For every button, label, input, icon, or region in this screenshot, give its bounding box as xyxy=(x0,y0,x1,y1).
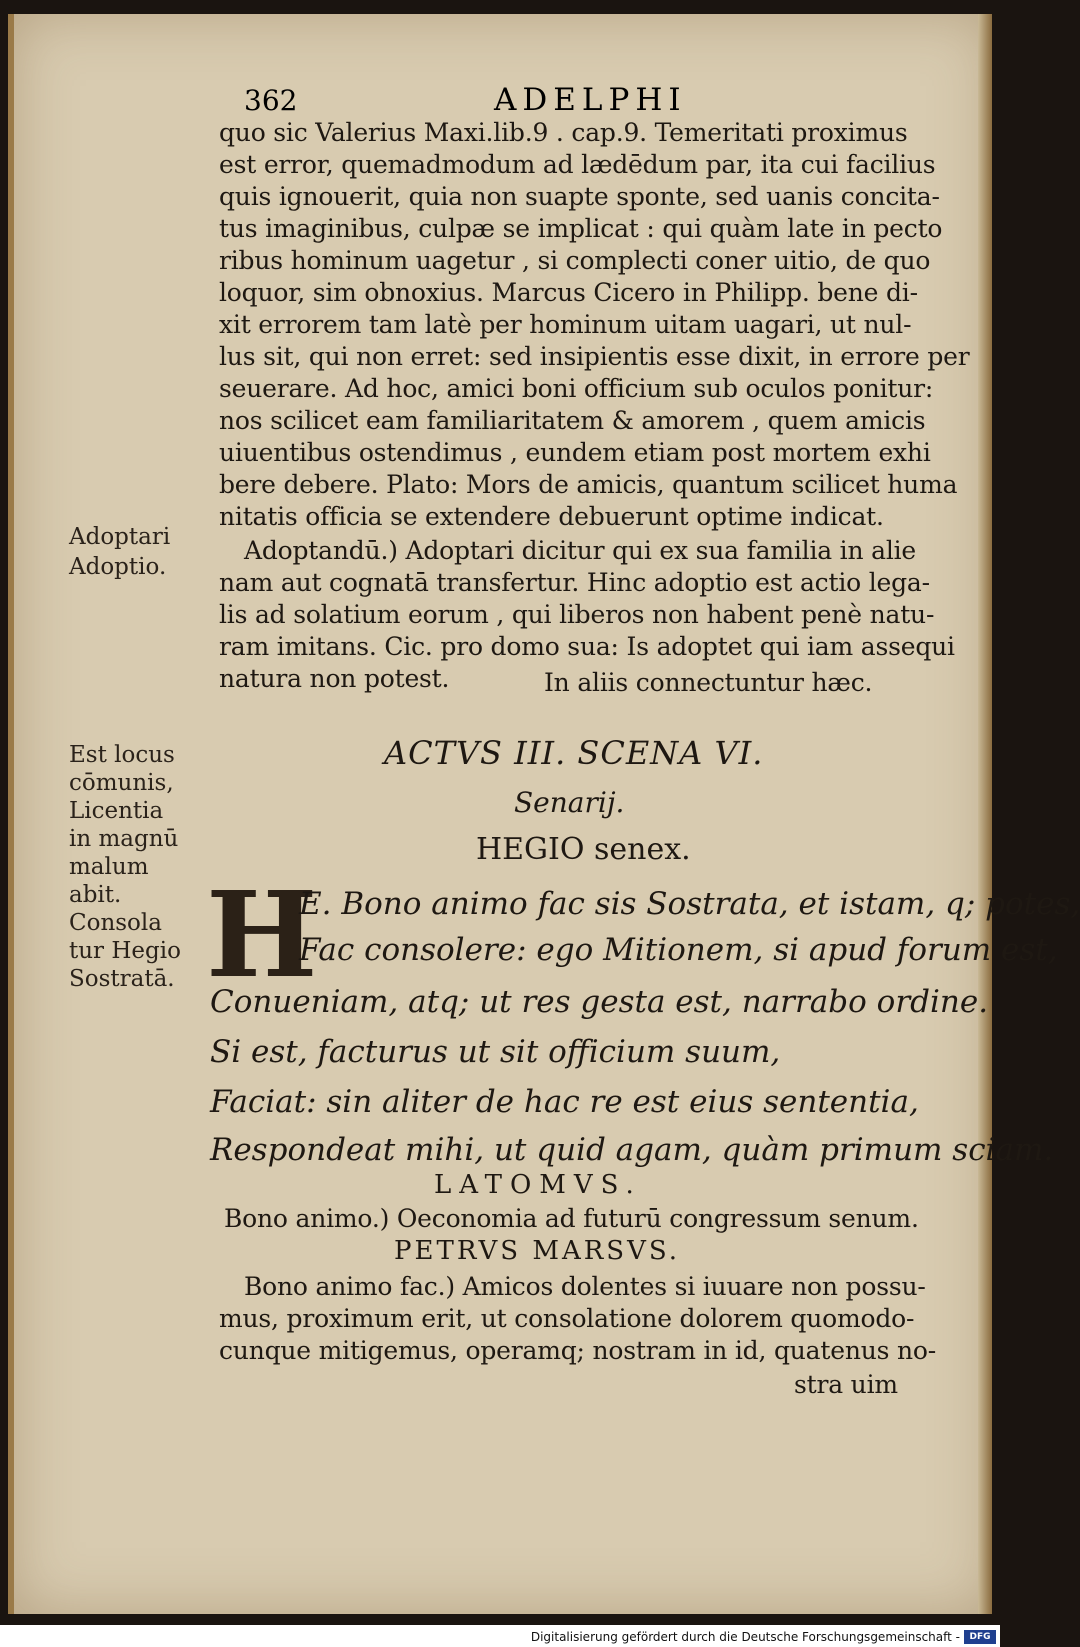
running-title: ADELPHI xyxy=(494,82,687,118)
page-number: 362 xyxy=(244,84,298,117)
commentary-line: Bono animo fac.) Amicos dolentes si iuuare non possu- xyxy=(244,1272,926,1301)
commentary-line: nitatis officia se extendere debuerunt optime indicat. xyxy=(219,502,884,531)
speaker-label: HEGIO senex. xyxy=(476,832,691,867)
commentary-line: Adoptandū.) Adoptari dicitur qui ex sua familia in alie xyxy=(244,536,917,565)
margin-note: malum xyxy=(69,854,149,880)
commentary-line: xit errorem tam latè per hominum uitam uagari, ut nul- xyxy=(219,310,912,339)
digitization-footer xyxy=(0,1625,1000,1647)
commentary-line: uiuentibus ostendimus , eundem etiam post mortem exhi xyxy=(219,438,931,467)
page-edge xyxy=(978,14,992,1614)
commentary-line: natura non potest. xyxy=(219,664,450,693)
commentary-line: quo sic Valerius Maxi.lib.9 . cap.9. Temeritati proximus xyxy=(219,118,908,147)
margin-note: Adoptio. xyxy=(69,554,167,580)
catchword: stra uim xyxy=(794,1370,898,1399)
commentary-line: tus imaginibus, culpæ se implicat : qui quàm late in pecto xyxy=(219,214,943,243)
commentator-name: LATOMVS. xyxy=(434,1170,642,1200)
footer-credit: Digitalisierung gefördert durch die Deutsche Forschungsgemeinschaft - xyxy=(530,1630,960,1644)
commentary-line: nam aut cognatā transfertur. Hinc adoptio est actio lega- xyxy=(219,568,930,597)
commentary-line: loquor, sim obnoxius. Marcus Cicero in Philipp. bene di- xyxy=(219,278,918,307)
book-page xyxy=(8,14,1080,1614)
margin-note: Adoptari xyxy=(69,524,171,550)
verse-line: Conueniam, atq; ut res gesta est, narrabo ordine. xyxy=(210,984,989,1020)
verse-line: Si est, facturus ut sit officium suum, xyxy=(210,1034,781,1070)
commentator-name: PETRVS MARSVS. xyxy=(394,1236,681,1266)
commentary-line: nos scilicet eam familiaritatem & amorem , quem amicis xyxy=(219,406,926,435)
verse-line: E. Bono animo fac sis Sostrata, et istam, q; potes, xyxy=(299,886,1080,922)
commentary-line: mus, proximum erit, ut consolatione dolorem quomodo- xyxy=(219,1304,915,1333)
margin-note: Est locus xyxy=(69,742,175,768)
commentary-line: Bono animo.) Oeconomia ad futurū congressum senum. xyxy=(224,1204,919,1233)
catchline: In aliis connectuntur hæc. xyxy=(544,668,873,697)
margin-note: abit. xyxy=(69,882,122,908)
meter-label: Senarij. xyxy=(514,786,625,819)
commentary-line: lis ad solatium eorum , qui liberos non habent penè natu- xyxy=(219,600,935,629)
verse-line: Respondeat mihi, ut quid agam, quàm primum sciam. xyxy=(210,1132,1054,1168)
commentary-line: ribus hominum uagetur , si complecti coner uitio, de quo xyxy=(219,246,931,275)
margin-note: Licentia xyxy=(69,798,164,824)
dfg-logo-icon: DFG xyxy=(964,1630,996,1644)
commentary-line: est error, quemadmodum ad lædēdum par, ita cui facilius xyxy=(219,150,936,179)
scene-heading: ACTVS III. SCENA VI. xyxy=(384,734,764,772)
margin-note: in magnū xyxy=(69,826,179,852)
drop-cap: H xyxy=(206,865,318,1004)
margin-note: cōmunis, xyxy=(69,770,174,796)
commentary-line: cunque mitigemus, operamq; nostram in id, quatenus no- xyxy=(219,1336,937,1365)
margin-note: Sostratā. xyxy=(69,966,175,992)
margin-note: Consola xyxy=(69,910,162,936)
commentary-line: seuerare. Ad hoc, amici boni officium sub oculos ponitur: xyxy=(219,374,934,403)
commentary-line: bere debere. Plato: Mors de amicis, quantum scilicet huma xyxy=(219,470,958,499)
margin-note: tur Hegio xyxy=(69,938,181,964)
commentary-line: lus sit, qui non erret: sed insipientis esse dixit, in errore per xyxy=(219,342,970,371)
verse-line: Faciat: sin aliter de hac re est eius sententia, xyxy=(210,1084,919,1120)
commentary-line: quis ignouerit, quia non suapte sponte, sed uanis concita- xyxy=(219,182,940,211)
commentary-line: ram imitans. Cic. pro domo sua: Is adoptet qui iam assequi xyxy=(219,632,955,661)
verse-line: Fac consolere: ego Mitionem, si apud forum est, xyxy=(299,932,1058,968)
